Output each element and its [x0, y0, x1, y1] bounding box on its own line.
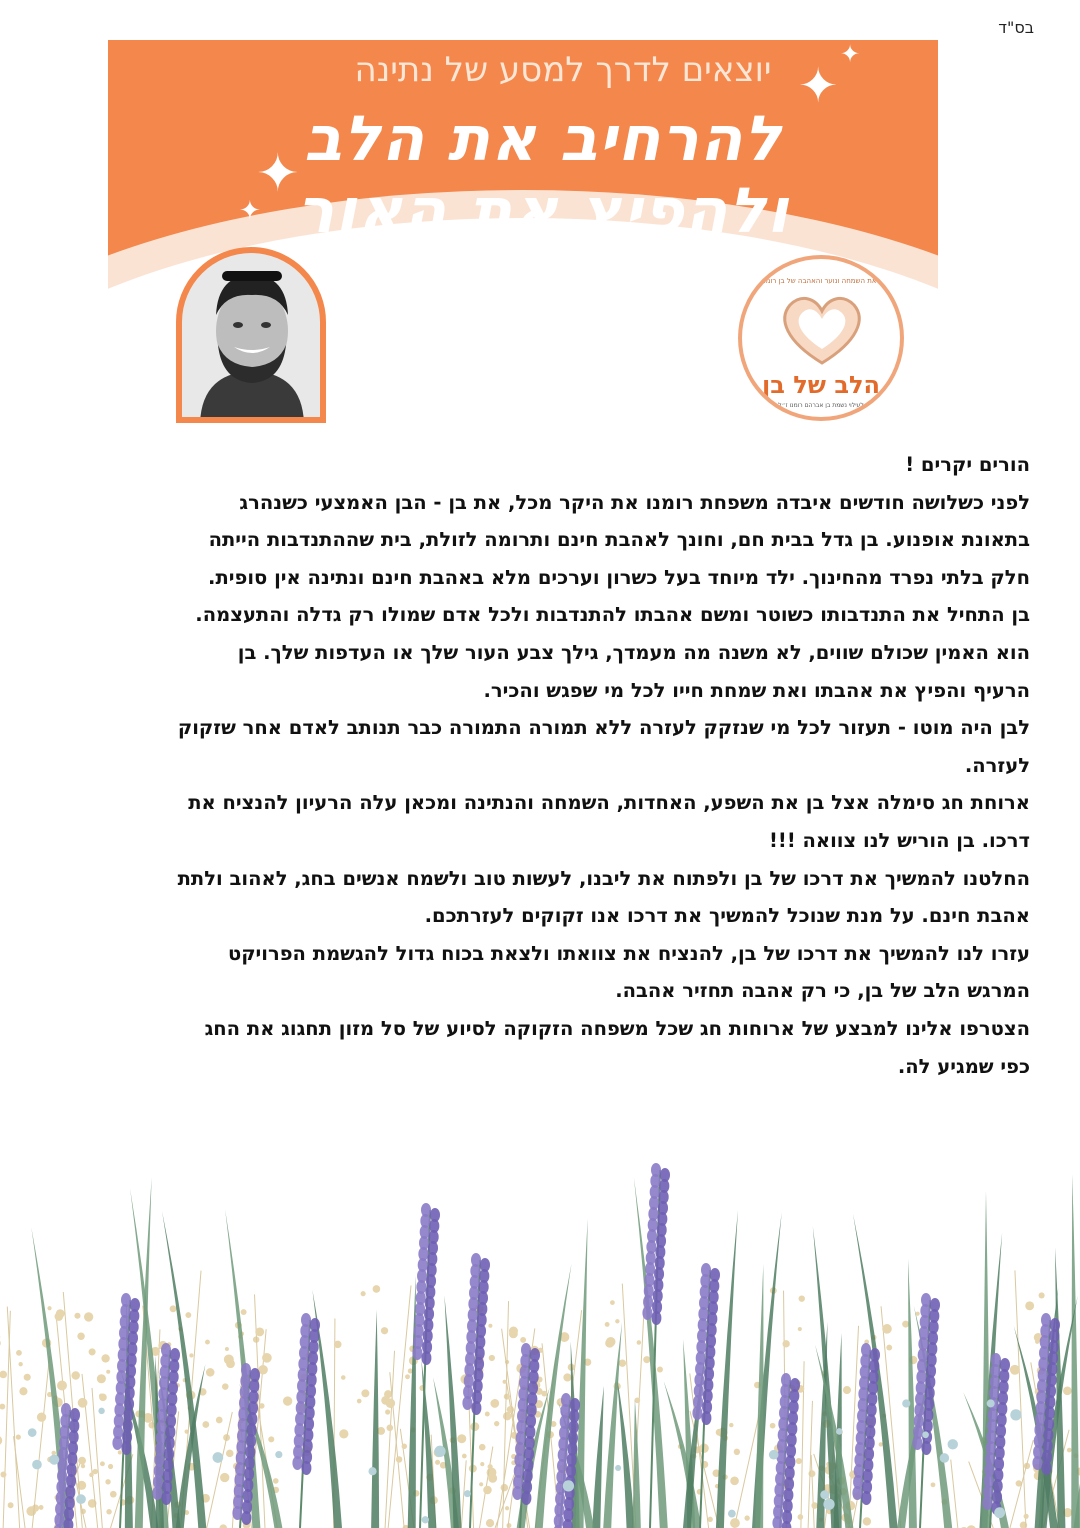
letter-line: אהבת חינם. על מנת שנוכל להמשיך את דרכו אנו זקוקים לעזרתכם. [424, 904, 1030, 928]
banner-title-line2: ולהפיץ את האור [296, 174, 790, 247]
letter-line: בתאונת אופנוע. בן גדל בבית חם, וחונך לאהבת חינם ותרומה לזולת, בית שההתנדבות הייתה [208, 528, 1030, 552]
sparkle-icon: ✦ [239, 196, 261, 226]
header-banner [108, 40, 938, 423]
letter-line: הוא האמין שכולם שווים, לא משנה מה מעמדך, גילך צבע העור שלך או העדפות שלך. בן [237, 640, 1030, 664]
letter-line: עזרו לנו להמשיך את דרכו של בן, להנציח את צוואתו ולצאת בכוח גדול להגשמת הפרויקט [227, 941, 1030, 965]
letter-line: לבן היה מוטו - תעזור לכל מי שנזקק לעזרה ללא תמורה התמורה כבר תנותב לאדם אחר שזקוק [177, 716, 1030, 740]
letter-line: החלטנו להמשיך את דרכו של בן ולפתוח את ליבנו, לעשות טוב ולשמח אנשים בחג, לאהוב ולתת [177, 866, 1030, 890]
letter-line: כפי שמגיע לה. [897, 1054, 1030, 1078]
letter-line: לפני כשלושה חודשים איבדה משפחת רומנו את היקר מכל, את בן - הבן האמצעי כשנהרג [239, 490, 1030, 514]
lavender-flowers-illustration [0, 1150, 1080, 1528]
letter-line: בן התחיל את התנדבותו כשוטר ומשם אהבתו להתנדבות ולכל אדם שמולו רק גדלה והתעצמה. [195, 603, 1030, 627]
heart-logo [738, 255, 904, 421]
logo-tagline: לעילוי נשמת בן אברהם רומנו ז״ל [778, 402, 864, 409]
letter-line: הרעיף והפיץ את אהבתו ואת שמחת חייו לכל מי שפגש והכיר. [483, 678, 1030, 702]
sparkle-icon: ✦ [798, 58, 839, 114]
heart-hands-icon [776, 289, 868, 369]
letter-line: דרכו. בן הוריש לנו צוואה !!! [769, 828, 1030, 852]
sparkle-icon: ✦ [256, 144, 300, 204]
logo-arch-text: בהשראת השמחה ונוער והאהבה של בן רומנו ז״ל [747, 277, 895, 285]
letter-line: המרגש הלב של בן, כי רק אהבה תחזיר אהבה. [615, 979, 1030, 1003]
letter-line: לעזרה. [964, 753, 1030, 777]
banner-title-line1: להרחיב את הלב [304, 102, 782, 175]
sparkle-icon: ✦ [840, 40, 861, 68]
letter-body [50, 446, 1030, 1085]
letter-line: חלק בלתי נפרד מהחינוך. ילד מיוחד בעל כשרון וערכים מלא באהבת חינם ונתינה אין סופית. [208, 565, 1030, 589]
corner-mark: בס"ד [998, 18, 1034, 37]
portrait-photo [176, 247, 326, 423]
banner-subtitle: יוצאים לדרך למסע של נתינה [354, 50, 772, 90]
letter-line: ארוחת חג סימלה אצל בן את השפע, האחדות, השמחה והנתינה ומכאן עלה הרעיון להנציח את [188, 791, 1030, 815]
logo-name: הלב של בן [762, 371, 880, 399]
letter-line: הצטרפו אלינו למבצע של ארוחות חג שכל משפחה הזקוקה לסיוע של סל מזון תחגוג את החג [204, 1016, 1030, 1040]
letter-greeting: הורים יקרים ! [905, 453, 1030, 476]
